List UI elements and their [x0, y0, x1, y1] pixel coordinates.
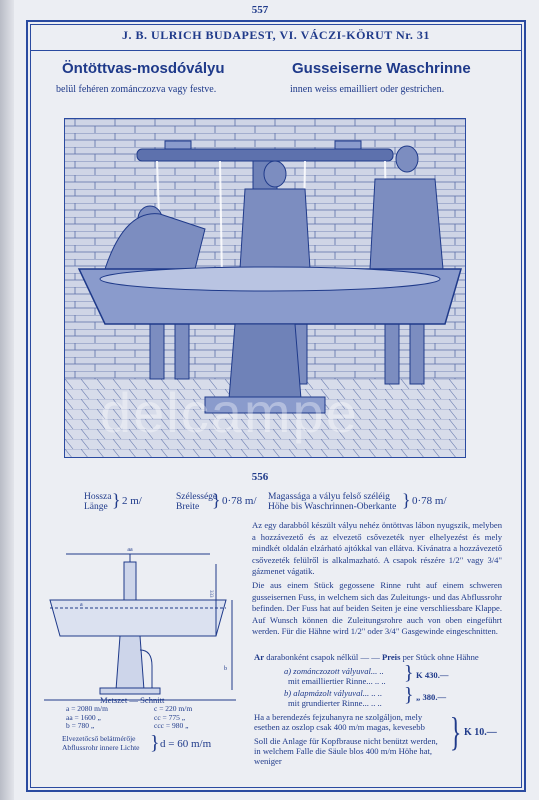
- drain-value: d = 60 m/m: [160, 738, 212, 750]
- drain-brace: }: [150, 732, 160, 754]
- option-a-brace: }: [404, 662, 414, 684]
- description-hungarian: Az egy darabból készült vályu nehéz öntöttvas lábon nyugszik, melyben a hozzávezető és az elvezető csővezeték nyer elhelyezést és mely mindkét oldalán elzárható ajtókkal van ellátva. Kívánatra a hozzávezető csővezeték felülről is alkalmazható. A csapok részére 1/2" vagy 3/4" gázmenet vágatik.: [252, 520, 502, 577]
- page-number: 557: [251, 4, 269, 16]
- length-brace: }: [112, 490, 121, 510]
- price-label-hu: Ar: [254, 652, 265, 662]
- drawing-caption: Metszet — Schnitt: [100, 695, 165, 705]
- dimension-side-label: 333: [208, 590, 213, 598]
- price-label-de: Preis: [381, 652, 401, 662]
- left-title: Öntöttvas-mosdóvályu: [62, 60, 225, 77]
- price-text-hu: darabonként csapok nélkül — —: [266, 652, 380, 662]
- length-value: 2 m/: [122, 495, 142, 507]
- width-value: 0·78 m/: [222, 495, 257, 507]
- height-value: 0·78 m/: [412, 495, 447, 507]
- note-german: Soll die Anlage für Kopfbrause nicht benützt werden, in welchem Falle die Säule blos 400 m/m Höhe hat, weniger: [254, 736, 438, 766]
- illustration-svg: [65, 119, 465, 457]
- price-text-de: per Stück ohne Hähne: [402, 652, 479, 662]
- watermark: delcampe: [100, 381, 359, 444]
- option-b-brace: }: [404, 684, 414, 706]
- legend-right: [154, 705, 192, 731]
- legend-c: c = 220 m/m: [154, 704, 193, 713]
- dimension-b-label: b: [224, 666, 227, 672]
- price-intro: [254, 652, 504, 662]
- option-b-price: „ 380.—: [416, 692, 447, 702]
- width-brace: }: [212, 490, 221, 510]
- option-a-hu: a) zománczozott vályuval... ..: [284, 666, 384, 676]
- note-brace: }: [449, 709, 462, 754]
- header-rule: [30, 50, 522, 51]
- option-a-de: mit emailliertier Rinne... .. ..: [288, 676, 386, 686]
- legend-b: b = 780 „: [66, 721, 95, 730]
- legend-left: [66, 705, 108, 731]
- length-label: Hossza Länge: [84, 492, 112, 512]
- washstand-illustration: [64, 118, 466, 458]
- drain-label: Elvezetőcső belátmérője Abflussrohr innere Lichte: [62, 734, 140, 752]
- dimension-a-label: a: [80, 602, 83, 608]
- option-b-hu: b) alapmázolt vályuval... .. ..: [284, 688, 383, 698]
- option-b-de: mit grundierter Rinne... .. ..: [288, 698, 382, 708]
- right-subtitle: innen weiss emailliert oder gestrichen.: [290, 84, 445, 95]
- legend-aa: aa = 1600 „: [66, 712, 101, 722]
- right-title: Gusseiserne Waschrinne: [292, 60, 471, 77]
- note-hungarian: Ha a berendezés fejzuhanyra ne szolgáljon, mely esetben az oszlop csak 400 m/m magas, kevesebb: [254, 712, 425, 732]
- dimension-aa-label: aa: [127, 547, 133, 553]
- height-brace: }: [402, 490, 411, 510]
- option-a-price: K 430.—: [416, 670, 449, 680]
- figure-number: 556: [251, 471, 269, 483]
- width-label: Szélessége Breite: [176, 492, 218, 512]
- left-subtitle: belül fehéren zománczozva vagy festve.: [56, 84, 217, 95]
- legend-ccc: ccc = 980 „: [154, 721, 189, 730]
- page-header: J. B. ULRICH BUDAPEST, VI. VÁCZI-KÖRUT Nr. 31: [122, 28, 430, 42]
- note-price: K 10.—: [464, 727, 497, 738]
- legend-cc: cc = 775 „: [154, 712, 186, 722]
- description-german: Die aus einem Stück gegossene Rinne ruht auf einem schweren gusseisernen Fuss, in welchem sich das Zuleitungs- und das Abflussrohr befinden. Der Fuss hat auf beiden Seiten je eine verschliessbare Klappe. Auf Wunsch können die Zuleitungsrohre auch von oben eingeführt werden. Für die Hähne wird 1/2" oder 3/4" Gasgewinde eingeschnitten.: [252, 580, 502, 637]
- height-label: Magassága a vályu felső széléig Höhe bis Waschrinnen-Oberkante: [268, 492, 397, 512]
- legend-a: a = 2080 m/m: [66, 704, 108, 713]
- book-spine: [0, 0, 14, 800]
